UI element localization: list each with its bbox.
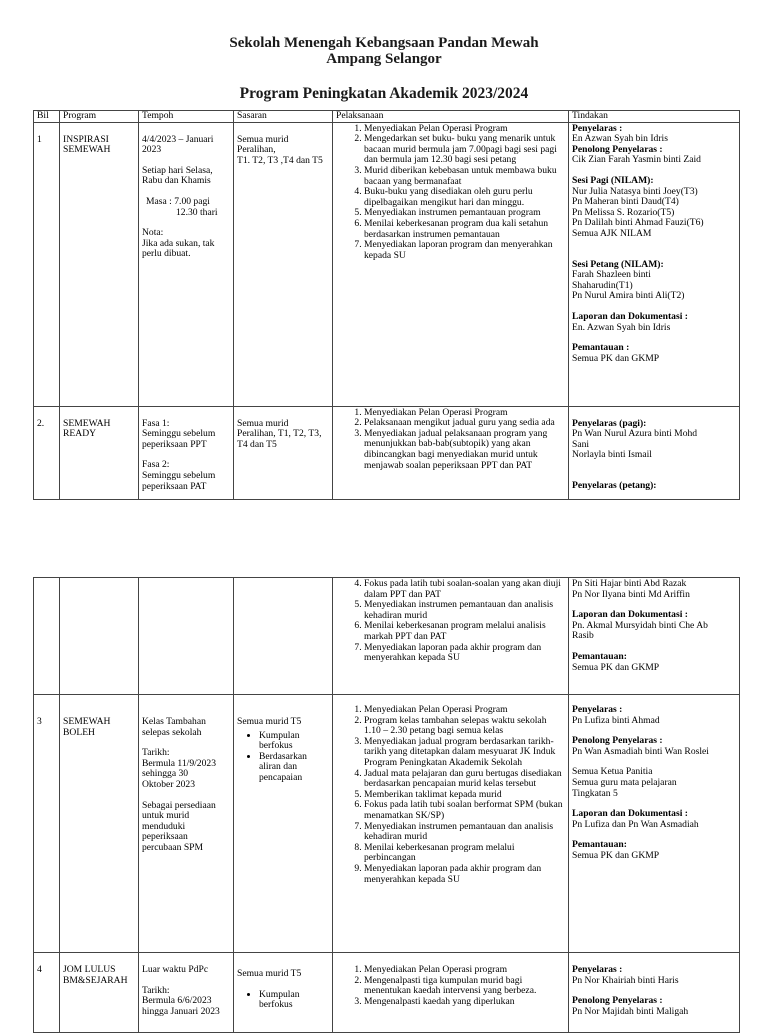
col-header-pelaksanaan: Pelaksanaan (333, 111, 569, 123)
person-name: Pn Melissa S. Rozario(T5) (572, 206, 675, 218)
person-name: Pn Nor Ilyana binti Md Ariffin (572, 588, 690, 600)
row3-sasaran (234, 695, 333, 953)
row1-tindakan (569, 122, 740, 406)
label-pemantauan: Pemantauan: (572, 839, 627, 851)
row1-days-line: Setiap hari Selasa, (142, 164, 213, 176)
person-name: Pn Maheran binti Daud(T4) (572, 196, 679, 208)
pemantauan-value: Semua PK dan GKMP (572, 352, 660, 364)
col-header-tempoh: Tempoh (139, 111, 234, 123)
row1-masa-line: Masa : 7.00 pagi (146, 195, 210, 207)
row1-nota-line: perlu dibuat. (142, 248, 191, 260)
person-name: Norlayla binti Ismail (572, 449, 652, 461)
school-location: Ampang Selangor (326, 51, 442, 67)
list-item: 7. Menyediakan laporan pada akhir program dan menyerahkan kepada SU (364, 643, 565, 664)
row3-nota-line: untuk murid (142, 810, 190, 822)
row3-bil: 3 (34, 695, 60, 953)
list-item: 2. Pelaksanaan mengikut jadual guru yang sedia ada (364, 418, 565, 429)
list-item: 6. Fokus pada latih tubi soalan berformat SPM (bukan menamatkan SK/SP) (364, 800, 565, 821)
row2-tindakan-cont (569, 578, 740, 695)
row1-date-line: 4/4/2023 – Januari (142, 133, 214, 145)
table-row-4 (34, 953, 740, 1033)
row3-kelas-line: Kelas Tambahan (142, 716, 206, 727)
row2-pelaksanaan (333, 406, 569, 499)
list-item: • Kumpulan berfokus (259, 731, 329, 752)
row2-program-line: SEMEWAH (63, 417, 111, 429)
label-pemantauan: Pemantauan : (572, 342, 630, 354)
row1-bil: 1 (34, 122, 60, 406)
row1-tempoh (139, 122, 234, 406)
col-header-program: Program (60, 111, 139, 123)
fasa-line: Seminggu sebelum (142, 428, 216, 440)
list-item: 3. Mengenalpasti kaedah yang diperlukan (364, 997, 565, 1008)
row2-tindakan (569, 406, 740, 499)
label-penyelaras: Penyelaras : (572, 964, 623, 975)
list-item: 3. Menyediakan jadual pelaksanaan program yang menunjukkan bab-bab(subtopik) yang akan dibincangkan bagi menyediakan murid untuk menjawab soalan peperiksaan PPT dan PAT (364, 429, 565, 471)
label-laporan: Laporan dan Dokumentasi : (572, 310, 688, 322)
row1-sasaran-line: Peralihan, (237, 144, 276, 156)
person-name: Sani (572, 438, 590, 450)
document-title: Program Peningkatan Akademik 2023/2024 (239, 85, 529, 102)
row3-nota-line: Sebagai persediaan (142, 799, 216, 811)
pemantauan-value: Semua PK dan GKMP (572, 849, 660, 861)
list-item: 8. Menilai keberkesanan program melalui perbincangan (364, 843, 565, 864)
row4-program (60, 953, 139, 1033)
row4-waktu: Luar waktu PdPc (142, 964, 209, 975)
list-item: 1. Menyediakan Pelan Operasi Program (364, 705, 565, 716)
row1-date-line: 2023 (142, 144, 162, 156)
list-item: 4. Buku-buku yang disediakan oleh guru perlu dipelbagaikan mengikut hari dan minggu. (364, 187, 565, 208)
label-penolong: Penolong Penyelaras : (572, 143, 663, 155)
laporan-name: En. Azwan Syah bin Idris (572, 321, 671, 333)
person-name: Pn Dalilah binti Ahmad Fauzi(T6) (572, 217, 704, 229)
col-header-sasaran: Sasaran (234, 111, 333, 123)
list-item: 6. Menilai keberkesanan program dua kali setahun berdasarkan instrumen pemantauan (364, 219, 565, 240)
list-item: 2. Mengedarkan set buku- buku yang menarik untuk bacaan murid bermula jam 7.00pagi bagi sesi pagi dan bermula jam 12.30 bagi sesi petang (364, 134, 565, 166)
row3-tarikh-line: sehingga 30 (142, 768, 189, 780)
panitia-line: Semua guru mata pelajaran (572, 776, 677, 788)
panitia-line: Tingkatan 5 (572, 787, 618, 799)
table-header-row (34, 111, 740, 123)
person-name: Shaharudin(T1) (572, 279, 633, 291)
row1-nota-line: Nota: (142, 227, 164, 239)
list-item: • Kumpulan berfokus (259, 990, 329, 1011)
panitia-line: Semua Ketua Panitia (572, 766, 653, 778)
row3-pelaksanaan (333, 695, 569, 953)
row4-tarikh-line: Tarikh: (142, 984, 170, 996)
list-item: 3. Menyediakan jadual program berdasarkan tarikh-tarikh yang ditetapkan dalam mesyuarat JK Induk Program Peningkatan Akademik Sekolah (364, 737, 565, 769)
row2-bil: 2. (34, 406, 60, 499)
list-item: 1. Menyediakan Pelan Operasi program (364, 965, 565, 976)
program-table-part-2 (33, 577, 740, 1033)
program-table-part-1 (33, 110, 740, 500)
row3-tindakan (569, 695, 740, 953)
row1-program (60, 122, 139, 406)
list-item: 2. Mengenalpasti tiga kumpulan murid bagi menentukan kaedah intervensi yang berbeza. (364, 976, 565, 997)
fasa-line: Seminggu sebelum (142, 469, 216, 481)
row4-tarikh-line: hingga Januari 2023 (142, 1005, 220, 1017)
row1-pelaksanaan (333, 122, 569, 406)
row4-tindakan (569, 953, 740, 1033)
label-penyelaras-petang: Penyelaras (petang): (572, 479, 657, 491)
list-item: 5. Memberikan taklimat kepada murid (364, 790, 565, 801)
row1-program-line: INSPIRASI (63, 133, 109, 145)
fasa-line: Fasa 2: (142, 459, 170, 471)
list-item: 5. Menyediakan instrumen pemantauan program (364, 208, 565, 219)
person-name: Farah Shazleen binti (572, 269, 651, 281)
person-name: Pn Siti Hajar binti Abd Razak (572, 578, 687, 589)
list-item: 7. Menyediakan laporan program dan menyerahkan kepada SU (364, 240, 565, 261)
label-penolong: Penolong Penyelaras : (572, 735, 663, 747)
row2-tempoh (139, 406, 234, 499)
row3-program (60, 695, 139, 953)
row1-sasaran-line: Semua murid (237, 133, 289, 145)
list-item: 7. Menyediakan instrumen pemantauan dan analisis kehadiran murid (364, 822, 565, 843)
row2-program-line: READY (63, 428, 97, 440)
row1-days-line: Rabu dan Khamis (142, 175, 211, 187)
label-penyelaras-pagi: Penyelaras (pagi): (572, 417, 647, 429)
row1-program-line: SEMEWAH (63, 144, 111, 156)
pemantauan-value: Semua PK dan GKMP (572, 661, 660, 673)
person-name: Pn Wan Nurul Azura binti Mohd (572, 428, 698, 440)
fasa-line: peperiksaan PAT (142, 480, 207, 492)
row4-pelaksanaan (333, 953, 569, 1033)
table-row-2-continued (34, 578, 740, 695)
list-item: 1. Menyediakan Pelan Operasi Program (364, 124, 565, 135)
row4-tempoh (139, 953, 234, 1033)
row3-nota-line: percubaan SPM (142, 841, 204, 853)
row2-sasaran (234, 406, 333, 499)
list-item: 9. Menyediakan laporan pada akhir program dan menyerahkan kepada SU (364, 864, 565, 885)
col-header-tindakan: Tindakan (569, 111, 740, 123)
row2-sasaran-line: Peralihan, T1, T2, T3, (237, 428, 322, 440)
list-item: 4. Fokus pada latih tubi soalan-soalan yang akan diuji dalam PPT dan PAT (364, 579, 565, 600)
laporan-name: Rasib (572, 630, 594, 642)
row1-masa-line: 12.30 thari (176, 206, 218, 218)
row1-sasaran-line: T1. T2, T3 ,T4 dan T5 (237, 154, 323, 166)
list-item: 4. Jadual mata pelajaran dan guru bertugas disediakan berdasarkan pencapaian murid kelas tersebut (364, 769, 565, 790)
label-sesi-pagi: Sesi Pagi (NILAM): (572, 174, 654, 186)
label-pemantauan: Pemantauan: (572, 650, 627, 662)
list-item: 3. Murid diberikan kebebasan untuk membawa buku bacaan yang bermanafaat (364, 166, 565, 187)
list-item: 6. Menilai keberkesanan program melalui analisis markah PPT dan PAT (364, 621, 565, 642)
row4-sasaran-main: Semua murid T5 (237, 968, 302, 979)
row2-sasaran-line: T4 dan T5 (237, 438, 277, 450)
label-laporan: Laporan dan Dokumentasi : (572, 808, 688, 820)
row3-tarikh-line: Tarikh: (142, 747, 170, 759)
row3-kelas-line: selepas sekolah (142, 726, 202, 738)
penyelaras-name: Pn Nor Khairiah binti Haris (572, 974, 679, 986)
row3-sasaran-main: Semua murid T5 (237, 716, 302, 727)
table-row-2 (34, 406, 740, 499)
row3-nota-line: peperiksaan (142, 831, 188, 843)
row3-nota-line: menduduki (142, 820, 186, 832)
row4-bil: 4 (34, 953, 60, 1033)
list-item: 2. Program kelas tambahan selepas waktu sekolah 1.10 – 2.30 petang bagi semua kelas (364, 716, 565, 737)
list-item: 5. Menyediakan instrumen pemantauan dan analisis kehadiran murid (364, 600, 565, 621)
school-name: Sekolah Menengah Kebangsaan Pandan Mewah (229, 35, 539, 51)
row4-tarikh-line: Bermula 6/6/2023 (142, 995, 212, 1007)
laporan-name: Pn Lufiza dan Pn Wan Asmadiah (572, 818, 699, 830)
row3-tarikh-line: Oktober 2023 (142, 778, 196, 790)
col-header-bil: Bil (34, 111, 60, 123)
laporan-name: Pn. Akmal Mursyidah binti Che Ab (572, 619, 708, 631)
table-row-1 (34, 122, 740, 406)
list-item: • Berdasarkan aliran dan pencapaian (259, 752, 329, 784)
label-penolong: Penolong Penyelaras : (572, 995, 663, 1007)
penolong-name: Pn Wan Asmadiah binti Wan Roslei (572, 745, 709, 757)
row1-nota-line: Jika ada sukan, tak (142, 237, 215, 249)
fasa-line: Fasa 1: (142, 417, 170, 429)
row1-sasaran (234, 122, 333, 406)
row3-tarikh-line: Bermula 11/9/2023 (142, 757, 216, 769)
row4-program-line: BM&SEJARAH (63, 974, 128, 986)
penolong-name: Cik Zian Farah Yasmin binti Zaid (572, 154, 701, 166)
row3-program-line: BOLEH (63, 726, 95, 738)
person-name: Semua AJK NILAM (572, 227, 652, 239)
person-name: Pn Nurul Amira binti Ali(T2) (572, 290, 685, 302)
table-row-3 (34, 695, 740, 953)
penolong-name: Pn Nor Majidah binti Maligah (572, 1005, 689, 1017)
label-laporan: Laporan dan Dokumentasi : (572, 609, 688, 621)
row3-program-line: SEMEWAH (63, 716, 111, 727)
penyelaras-name: En Azwan Syah bin Idris (572, 133, 668, 145)
row4-program-line: JOM LULUS (63, 964, 116, 975)
label-penyelaras: Penyelaras : (572, 704, 623, 715)
label-penyelaras: Penyelaras : (572, 122, 623, 134)
penyelaras-name: Pn Lufiza binti Ahmad (572, 714, 660, 726)
row2-sasaran-line: Semua murid (237, 417, 289, 429)
fasa-line: peperiksaan PPT (142, 438, 207, 450)
row2-pelaksanaan-cont (333, 578, 569, 695)
label-sesi-petang: Sesi Petang (NILAM): (572, 258, 664, 270)
person-name: Nur Julia Natasya binti Joey(T3) (572, 185, 698, 197)
row4-sasaran (234, 953, 333, 1033)
row3-tempoh (139, 695, 234, 953)
row2-program (60, 406, 139, 499)
list-item: 1. Menyediakan Pelan Operasi Program (364, 408, 565, 419)
